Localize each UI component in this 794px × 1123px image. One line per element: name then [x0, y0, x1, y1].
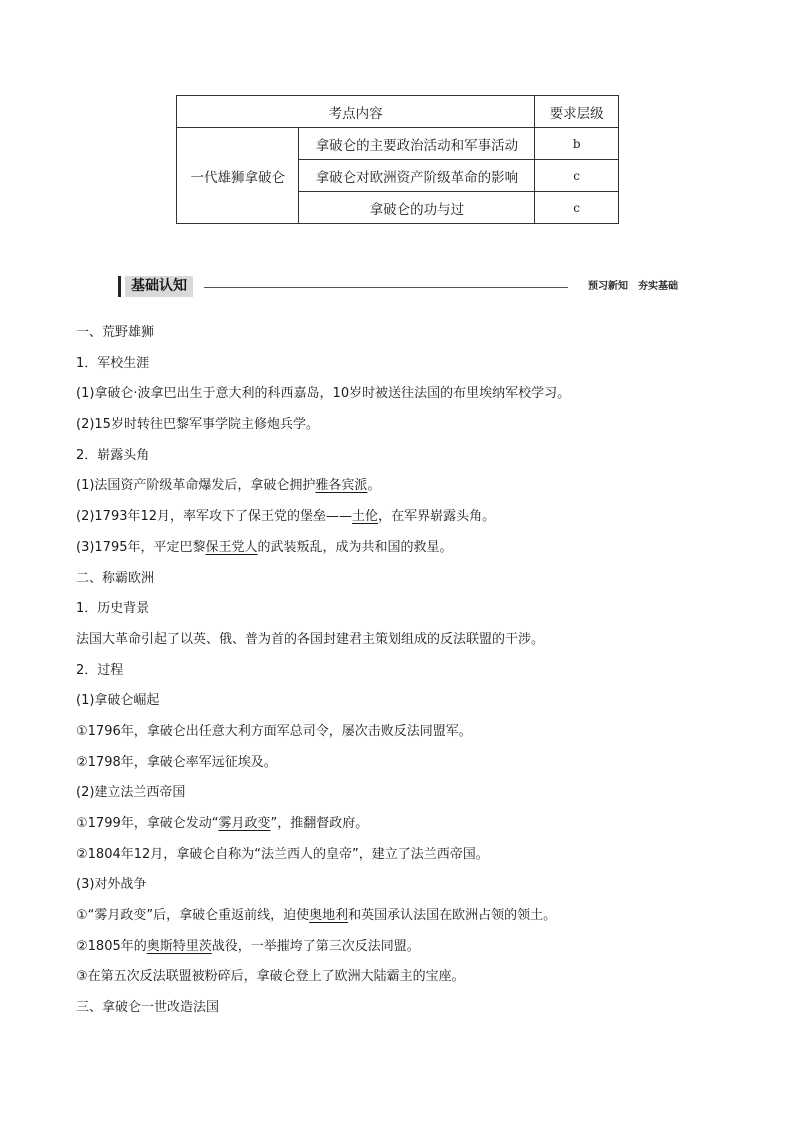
- text-line: [76, 598, 726, 629]
- text-segment: ①1796年，拿破仑出任意大利方面军总司令，屡次击败反法同盟军。: [76, 723, 472, 739]
- section-divider: [204, 287, 568, 288]
- level-cell: c: [535, 192, 619, 224]
- underlined-answer: 奥斯特里茨: [146, 938, 212, 954]
- text-line: [76, 752, 726, 783]
- content-cell: 拿破仑的功与过: [299, 192, 535, 224]
- table-header-row: [177, 96, 619, 128]
- text-line: [76, 568, 726, 599]
- header-content: 考点内容: [177, 96, 535, 128]
- body-text: [76, 322, 726, 1028]
- text-line: [76, 475, 726, 506]
- text-segment: 1．历史背景: [76, 601, 150, 617]
- content-cell: 拿破仑对欧洲资产阶级革命的影响: [299, 160, 535, 192]
- text-segment: 一、荒野雄狮: [76, 325, 155, 340]
- section-bar: [118, 276, 121, 297]
- text-segment: 2．崭露头角: [76, 447, 150, 463]
- text-segment: 。: [367, 478, 381, 494]
- section-header: [118, 276, 678, 298]
- text-line: [76, 414, 726, 445]
- text-line: [76, 844, 726, 875]
- text-segment: (3)对外战争: [76, 877, 147, 893]
- header-level: 要求层级: [535, 96, 619, 128]
- text-line: [76, 966, 726, 997]
- underlined-answer: 奥地利: [309, 908, 349, 924]
- text-line: [76, 905, 726, 936]
- text-line: [76, 782, 726, 813]
- text-line: [76, 997, 726, 1028]
- text-segment: (1)拿破仑崛起: [76, 693, 160, 709]
- text-segment: ②1798年，拿破仑率军远征埃及。: [76, 754, 277, 770]
- text-segment: ”，推翻督政府。: [270, 816, 369, 831]
- text-segment: 二、称霸欧洲: [76, 570, 155, 586]
- text-segment: 三、拿破仑一世改造法国: [76, 1000, 220, 1016]
- text-line: [76, 537, 726, 568]
- text-segment: 1．军校生涯: [76, 355, 150, 371]
- section-subtitle: 预习新知 夯实基础: [588, 281, 678, 292]
- level-cell: c: [535, 160, 619, 192]
- text-line: [76, 445, 726, 476]
- text-segment: 和英国承认法国在欧洲占领的领土。: [348, 908, 557, 924]
- underlined-answer: 雾月政变: [218, 816, 271, 831]
- text-line: [76, 874, 726, 905]
- underlined-answer: 雅各宾派: [315, 478, 368, 494]
- text-line: [76, 660, 726, 691]
- text-line: [76, 721, 726, 752]
- text-line: [76, 506, 726, 537]
- level-cell: b: [535, 128, 619, 160]
- text-segment: (2)15岁时转往巴黎军事学院主修炮兵学。: [76, 417, 319, 433]
- table-row: [177, 128, 619, 160]
- section-title: 基础认知: [125, 276, 193, 297]
- text-line: [76, 353, 726, 384]
- text-segment: 2．过程: [76, 662, 124, 678]
- text-segment: (2)1793年12月，率军攻下了保王党的堡垒——: [76, 509, 353, 525]
- text-segment: 战役，一举摧垮了第三次反法同盟。: [211, 938, 420, 954]
- text-segment: ，在军界崭露头角。: [378, 509, 496, 525]
- text-segment: 法国大革命引起了以英、俄、普为首的各国封建君主策划组成的反法联盟的干涉。: [76, 631, 545, 647]
- text-line: [76, 813, 726, 844]
- text-segment: ①“雾月政变”后，拿破仑重返前线，迫使: [76, 908, 310, 924]
- underlined-answer: 土伦: [352, 509, 379, 525]
- requirement-table: [176, 95, 619, 224]
- topic-cell: 一代雄狮拿破仑: [177, 128, 299, 224]
- text-segment: 的武装叛乱，成为共和国的救星。: [257, 539, 453, 555]
- underlined-answer: 保王党人: [205, 539, 258, 555]
- text-segment: ③在第五次反法联盟被粉碎后，拿破仑登上了欧洲大陆霸主的宝座。: [76, 969, 465, 985]
- text-segment: (1)法国资产阶级革命爆发后，拿破仑拥护: [76, 478, 316, 494]
- text-line: [76, 690, 726, 721]
- text-segment: (2)建立法兰西帝国: [76, 785, 186, 801]
- text-segment: ②1804年12月，拿破仑自称为“法兰西人的皇帝”，建立了法兰西帝国。: [76, 846, 489, 862]
- text-segment: (3)1795年，平定巴黎: [76, 539, 206, 555]
- text-line: [76, 322, 726, 353]
- text-line: [76, 383, 726, 414]
- text-line: [76, 629, 726, 660]
- text-segment: (1)拿破仑·波拿巴出生于意大利的科西嘉岛，10岁时被送往法国的布里埃纳军校学习。: [76, 386, 571, 402]
- content-cell: 拿破仑的主要政治活动和军事活动: [299, 128, 535, 160]
- text-segment: ①1799年，拿破仑发动“: [76, 816, 219, 831]
- text-segment: ②1805年的: [76, 938, 147, 954]
- text-line: [76, 936, 726, 967]
